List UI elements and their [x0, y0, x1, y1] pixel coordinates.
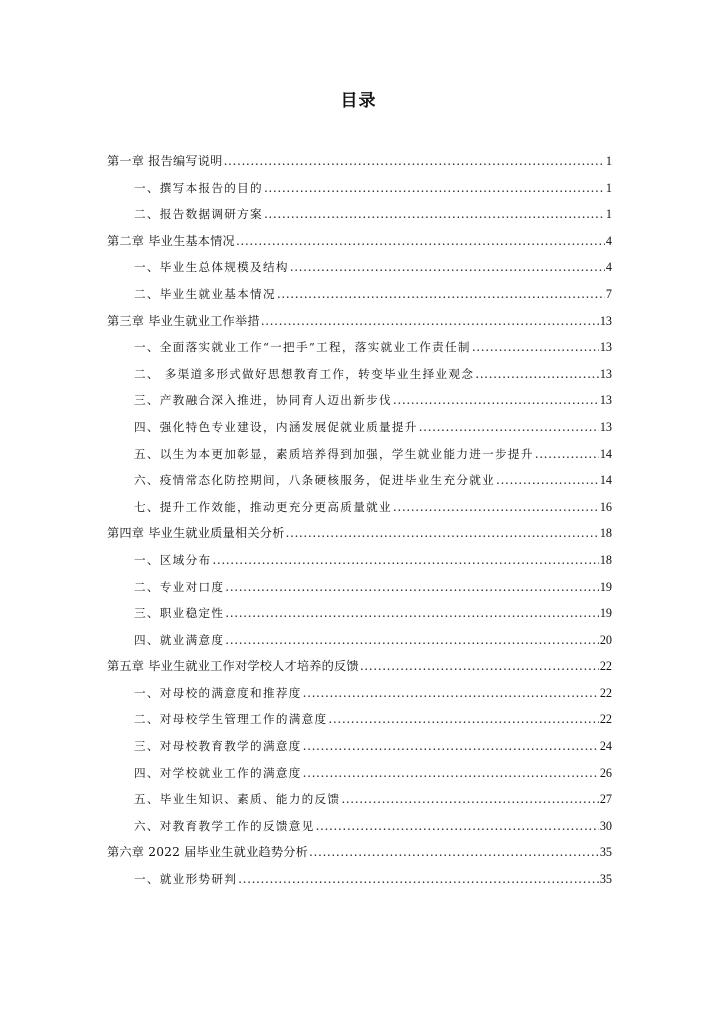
toc-dot-leader [236, 228, 605, 255]
toc-page-number: 27 [599, 792, 612, 807]
toc-page-number: 1 [605, 154, 612, 168]
page-title: 目录 [340, 91, 377, 111]
toc-section-entry[interactable] [107, 866, 612, 893]
toc-section-entry[interactable] [107, 680, 612, 707]
toc-dot-leader [341, 786, 599, 813]
toc-dot-leader [316, 813, 599, 840]
toc-entry-label: 五、毕业生知识、素质、能力的反馈 [134, 792, 341, 807]
toc-entry-label: 第四章 毕业生就业质量相关分析 [107, 526, 285, 541]
toc-section-entry[interactable] [107, 334, 612, 361]
toc-page-number: 14 [599, 473, 612, 488]
toc-dot-leader [261, 308, 599, 335]
toc-page-number: 22 [599, 659, 612, 674]
toc-page-number: 18 [599, 552, 612, 567]
toc-dot-leader [290, 254, 605, 281]
toc-page-number: 4 [605, 260, 612, 275]
toc-page-number: 30 [599, 818, 612, 833]
toc-section-entry[interactable] [107, 547, 612, 574]
toc-entry-label: 第六章 2022 届毕业生就业趋势分析 [107, 845, 309, 860]
toc-entry-label: 三、产教融合深入推进，协同育人迈出新步伐 [134, 393, 392, 408]
toc-section-entry[interactable] [107, 387, 612, 414]
toc-entry-label: 第一章 报告编写说明 [107, 154, 223, 168]
toc-entry-label: 一、毕业生总体规模及结构 [134, 260, 289, 275]
toc-page-number: 24 [599, 739, 612, 754]
toc-dot-leader [393, 387, 599, 414]
toc-dot-leader [264, 201, 605, 228]
toc-page-number: 4 [605, 233, 612, 248]
toc-page-number: 18 [599, 526, 612, 541]
toc-page-number: 35 [599, 872, 612, 887]
toc-section-entry[interactable] [107, 201, 612, 228]
toc-dot-leader [224, 148, 605, 175]
toc-page-number: 16 [599, 499, 612, 514]
toc-section-entry[interactable] [107, 600, 612, 627]
toc-section-entry[interactable] [107, 574, 612, 601]
toc-entry-label: 一、对母校的满意度和推荐度 [134, 685, 302, 700]
toc-entry-label: 三、职业稳定性 [134, 606, 225, 621]
toc-entry-label: 一、就业形势研判 [134, 872, 238, 887]
toc-dot-leader [475, 361, 599, 388]
toc-page-number: 14 [599, 446, 612, 461]
toc-chapter-entry[interactable] [107, 520, 612, 547]
toc-dot-leader [225, 627, 599, 654]
toc-section-entry[interactable] [107, 361, 612, 388]
toc-dot-leader [309, 839, 599, 866]
toc-entry-label: 四、对学校就业工作的满意度 [134, 765, 302, 780]
toc-entry-label: 一、撰写本报告的目的 [134, 180, 263, 195]
toc-entry-label: 六、对教育教学工作的反馈意见 [134, 818, 315, 833]
toc-entry-label: 五、以生为本更加彰显，素质培养得到加强，学生就业能力进一步提升 [134, 446, 534, 461]
toc-entry-label: 四、就业满意度 [134, 632, 225, 647]
toc-entry-label: 一、区域分布 [134, 552, 212, 567]
toc-entry-label: 二、对母校学生管理工作的满意度 [134, 712, 328, 727]
toc-dot-leader [328, 706, 598, 733]
toc-section-entry[interactable] [107, 441, 612, 468]
toc-dot-leader [303, 680, 599, 707]
toc-entry-label: 三、对母校教育教学的满意度 [134, 739, 302, 754]
toc-section-entry[interactable] [107, 760, 612, 787]
toc-dot-leader [393, 494, 599, 521]
table-of-contents [107, 148, 612, 893]
toc-dot-leader [303, 760, 599, 787]
toc-section-entry[interactable] [107, 733, 612, 760]
toc-page-number: 13 [599, 313, 612, 328]
toc-entry-label: 二、报告数据调研方案 [134, 207, 263, 222]
toc-chapter-entry[interactable] [107, 148, 612, 175]
toc-chapter-entry[interactable] [107, 839, 612, 866]
toc-page-number: 1 [605, 180, 612, 195]
toc-page-number: 22 [599, 685, 612, 700]
toc-entry-label: 第五章 毕业生就业工作对学校人才培养的反馈 [107, 659, 359, 674]
toc-page-number: 7 [605, 286, 612, 301]
toc-chapter-entry[interactable] [107, 228, 612, 255]
toc-chapter-entry[interactable] [107, 653, 612, 680]
toc-section-entry[interactable] [107, 175, 612, 202]
toc-entry-label: 七、提升工作效能，推动更充分更高质量就业 [134, 499, 392, 514]
toc-entry-label: 二、毕业生就业基本情况 [134, 286, 276, 301]
toc-page-number: 26 [599, 765, 612, 780]
toc-dot-leader [496, 467, 599, 494]
toc-dot-leader [303, 733, 599, 760]
toc-entry-label: 六、疫情常态化防控期间，八条硬核服务，促进毕业生充分就业 [134, 473, 496, 488]
toc-dot-leader [277, 281, 605, 308]
toc-entry-label: 一、全面落实就业工作“一把手”工程，落实就业工作责任制 [134, 340, 471, 355]
toc-section-entry[interactable] [107, 813, 612, 840]
toc-entry-label: 二、 多渠道多形式做好思想教育工作，转变毕业生择业观念 [134, 366, 475, 381]
toc-chapter-entry[interactable] [107, 308, 612, 335]
toc-section-entry[interactable] [107, 254, 612, 281]
toc-section-entry[interactable] [107, 786, 612, 813]
toc-entry-label: 第三章 毕业生就业工作举措 [107, 313, 260, 328]
toc-page-number: 13 [599, 393, 612, 408]
toc-page-number: 13 [599, 419, 612, 434]
toc-page-number: 22 [599, 712, 612, 727]
toc-page-number: 1 [605, 207, 612, 222]
toc-page-number: 19 [599, 606, 612, 621]
toc-entry-label: 二、专业对口度 [134, 579, 225, 594]
toc-page-number: 35 [599, 845, 612, 860]
toc-entry-label: 第二章 毕业生基本情况 [107, 233, 235, 248]
toc-dot-leader [264, 175, 605, 202]
toc-page-number: 13 [599, 366, 612, 381]
toc-dot-leader [212, 547, 598, 574]
toc-section-entry[interactable] [107, 706, 612, 733]
toc-dot-leader [419, 414, 599, 441]
toc-section-entry[interactable] [107, 467, 612, 494]
toc-section-entry[interactable] [107, 281, 612, 308]
toc-dot-leader [225, 574, 599, 601]
toc-page-number: 19 [599, 579, 612, 594]
toc-dot-leader [535, 441, 599, 468]
toc-page-number: 20 [599, 632, 612, 647]
toc-section-entry[interactable] [107, 414, 612, 441]
toc-dot-leader [286, 520, 599, 547]
toc-section-entry[interactable] [107, 627, 612, 654]
toc-dot-leader [472, 334, 599, 361]
toc-entry-label: 四、强化特色专业建设，内涵发展促就业质量提升 [134, 419, 418, 434]
toc-section-entry[interactable] [107, 494, 612, 521]
toc-dot-leader [238, 866, 599, 893]
toc-page-number: 13 [599, 340, 612, 355]
toc-dot-leader [225, 600, 599, 627]
toc-dot-leader [360, 653, 599, 680]
